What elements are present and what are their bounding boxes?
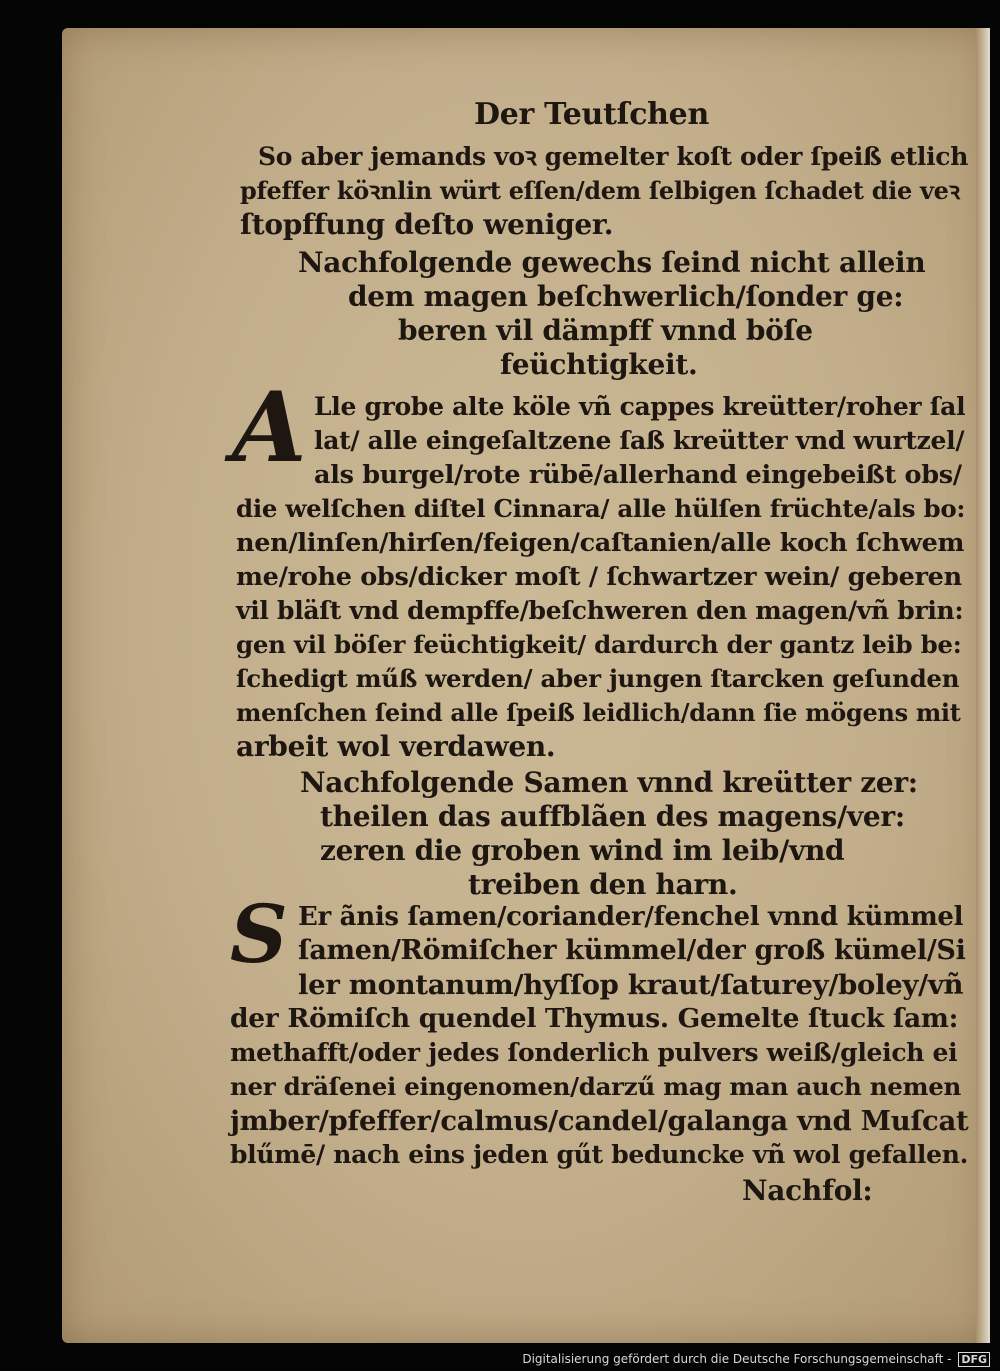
text-line-18: arbeit wol verdawen. xyxy=(236,730,556,763)
heading-line-7: zeren die groben wind im leib/vnd xyxy=(320,834,845,867)
text-line-12: nen/linſen/hirſen/feigen/caſtanien/alle koch ſchwem xyxy=(236,528,965,558)
heading-line-6: theilen das auffblãen des magens/ver: xyxy=(320,800,905,833)
running-head: Der Teutſchen xyxy=(474,97,709,132)
heading-line-8: treiben den harn. xyxy=(468,868,738,901)
digitization-credit xyxy=(522,1352,990,1367)
text-line-1: So aber jemands voꝛ gemelter koſt oder ſpeiß etlich xyxy=(258,142,969,171)
book-page xyxy=(62,28,990,1343)
text-line-2: pfeffer köꝛnlin würt eſſen/dem ſelbigen ſchadet die veꝛ xyxy=(240,176,960,205)
heading-line-3: beren vil dämpff vnnd böſe xyxy=(398,314,813,347)
credit-text: Digitalisierung gefördert durch die Deutsche Forschungsgemeinschaft - xyxy=(522,1352,952,1366)
text-line-25: ler montanum/hyſſop kraut/ſaturey/boley/vñ xyxy=(298,969,964,1001)
text-line-11: die welſchen diſtel Cinnara/ alle hülſen früchte/als bo: xyxy=(236,494,966,523)
heading-line-1: Nachfolgende gewechs ſeind nicht allein xyxy=(298,246,926,279)
text-line-9: lat/ alle eingeſaltzene ſaß kreütter vnd wurtzel/ xyxy=(314,426,965,455)
text-line-16: ſchedigt műß werden/ aber jungen ſtarcken geſunden xyxy=(236,664,960,693)
text-line-13: me/rohe obs/dicker moſt / ſchwartzer wein/ geberen xyxy=(236,562,962,592)
decorated-initial-a: A xyxy=(232,371,307,484)
text-line-17: menſchen ſeind alle ſpeiß leidlich/dann ſie mögens mit xyxy=(236,698,961,727)
decorated-initial-s: S xyxy=(230,887,288,981)
text-line-14: vil bläſt vnd dempffe/beſchweren den magen/vñ brin: xyxy=(236,596,964,625)
catchword: Nachfol: xyxy=(742,1174,873,1207)
text-line-30: blűmē/ nach eins jeden gűt beduncke vñ wol gefallen. xyxy=(230,1140,969,1169)
heading-line-5: Nachfolgende Samen vnnd kreütter zer: xyxy=(300,766,918,799)
text-line-15: gen vil böſer feüchtigkeit/ dardurch der gantz leib be: xyxy=(236,630,962,659)
text-line-10: als burgel/rote rübē/allerhand eingebeißt obs/ xyxy=(314,460,962,490)
text-line-26: der Römiſch quendel Thymus. Gemelte ſtuck ſam: xyxy=(230,1003,959,1034)
text-line-3: ſtopffung deſto weniger. xyxy=(240,208,614,241)
text-line-24: ſamen/Römiſcher kümmel/der groß kümel/Si xyxy=(298,935,966,966)
heading-line-2: dem magen beſchwerlich/ſonder ge: xyxy=(348,280,904,313)
text-line-27: methafft/oder jedes ſonderlich pulvers weiß/gleich ei xyxy=(230,1038,958,1067)
text-line-23: Er ãnis ſamen/coriander/fenchel vnnd kümmel xyxy=(298,902,964,932)
heading-line-4: feüchtigkeit. xyxy=(500,348,698,381)
text-line-8: Lle grobe alte köle vñ cappes kreütter/roher ſal xyxy=(314,392,966,421)
text-line-28: ner dräſenei eingenomen/darzű mag man auch nemen xyxy=(230,1072,962,1101)
dfg-logo-icon: DFG xyxy=(958,1352,990,1367)
page-gutter xyxy=(976,28,990,1343)
text-line-29: jmber/pfeffer/calmus/candel/galanga vnd Muſcat xyxy=(230,1105,969,1137)
